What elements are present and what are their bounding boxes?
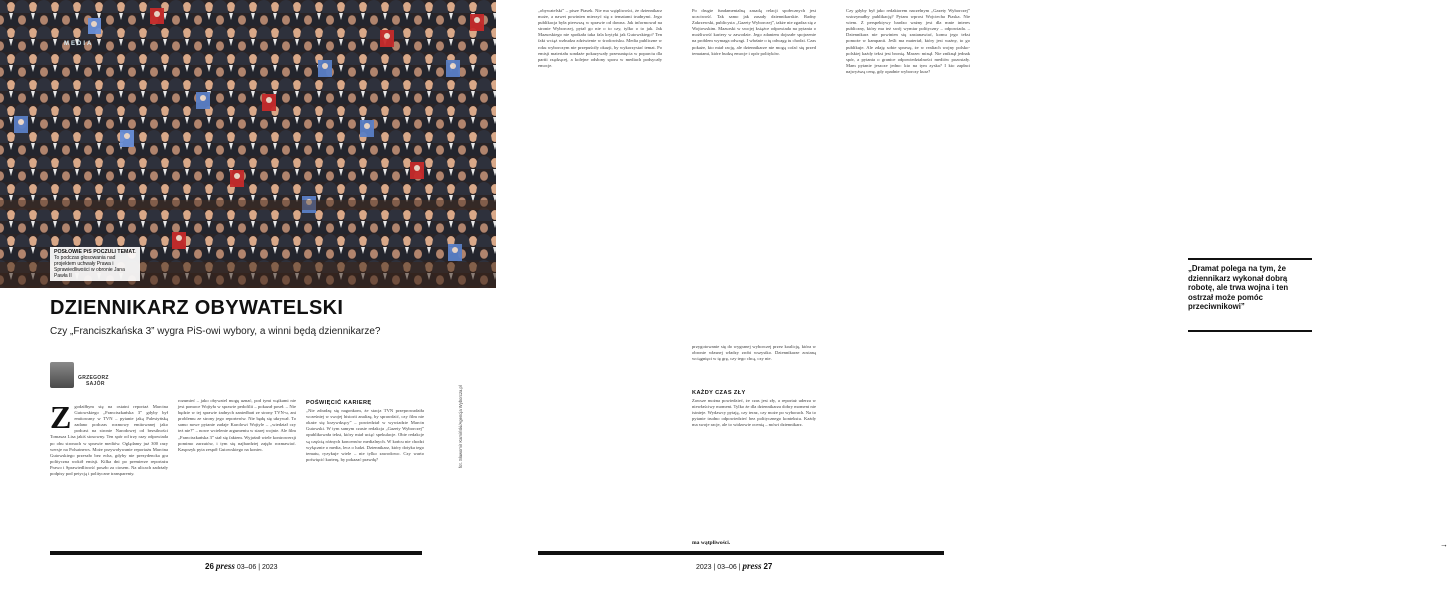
- column-6-text: Czy gdyby był jako redaktorem naczelnym „Gazety Wyborczej” wstrzymałby publikację? Pytam wprost Wojciecha Piaska. Nie wiem. Z perspektywy bardzo ważny jest dla mnie interes publiczny, który ma też swój wymiar polityczny – odpowiada. – Dziennikarz nie powinien się zastanawiać, komu jego tekst pomoże w kampanii. Jeśli ma materiał, który jest ważny, to go publikuje. Ale zdaję sobie sprawę, że w realiach wojny polsko-polskiej każdy tekst jest bronią. Marzec minął. Nie zniknął jednak spór, a pytania o granice odpowiedzialności mediów pozostały. Mam pytanie jeszcze jedno: kto na tym zyska? I kto zapłaci najwyższą cenę, gdy opadnie wyborczy kurz?: [846, 8, 970, 74]
- pullquote-rule-bottom: [1188, 330, 1312, 332]
- pullquote-rule-top: [1188, 258, 1312, 260]
- article-column-2: [178, 398, 296, 546]
- article-headline: DZIENNIKARZ OBYWATELSKI: [50, 297, 344, 319]
- article-subheadline: Czy „Franciszkańska 3” wygra PiS-owi wybory, a winni będą dziennikarze?: [50, 326, 381, 337]
- pullquote: „Dramat polega na tym, że dziennikarz wykonał dobrą robotę, ale trwa wojna i ten ostrzał może pomóc przeciwnikowi”: [1188, 264, 1289, 311]
- footer-rule-right: [538, 551, 944, 555]
- article-column-5-top: [692, 8, 816, 254]
- issue-right: 2023 | 03–06 |: [696, 564, 741, 571]
- masthead-right: press: [742, 561, 762, 571]
- parliament-photo: [0, 0, 496, 288]
- column-3-text: „Nie zdradzę się nagonkom, że stacja TVN przeprowadziła wcześniej w swojej historii analizę, by sprawdzić, czy film nie okaże się krzywdzący” – powiedział w wywiadzie Marcin Gutowski. W tym samym czasie redakcja „Gazety Wyborczej” opublikowała tekst, który miał uciąć spekulacje. Obie redakcje są częścią różnych koncernów medialnych. W końcu nie chodzi wyłącznie o media, lecz o ludzi. Dziennikarz, który dotyka tego tematu, ryzykuje wiele – nie tylko zawodowo. Czy warto poświęcić karierę, by pokazać prawdę?: [306, 408, 424, 462]
- page-number-left: 26: [205, 562, 214, 571]
- folio-right: [696, 561, 772, 571]
- issue-left: 03–06 | 2023: [236, 564, 278, 571]
- drop-cap: Z: [50, 399, 72, 435]
- author-avatar: [50, 362, 74, 388]
- column-2-text: rozumieć – jako obywatel mogę uznać, pod tymi wątkami nie jest pomoce Wojtyła w sprawie pedofilii – pokazał poseł. – Nie będzie w tej sprawie żadnych zaniedbań ze strony TVN-u, ani problemu ze strony jego reporterów. Nie będę się ukrywał. To samo nowe pytanie zadaje Karolowi Wojtyle – „wiedział czy też nie?” – nowe wcielenie argumentu w starej wojnie. Ale film „Franciszkańska 3” stał się faktem. Wyjaśnił wiele kontrowersji pomimo zarzutów, i tym się najbardziej zajęło rozmawiać. Kasprzyk pyta zespół Gutowskiego na koniec.: [178, 398, 296, 452]
- left-page: [0, 0, 496, 611]
- photo-caption: [50, 247, 140, 281]
- column-4-text: „obywatelski” – pisze Piasek. Nie ma wątpliwości, że dziennikarz może, a nawet powinien mierzyć się z tematami trudnymi. Jego publikacja była pierwszą w sprawie od dawna. Jak informował na stronie Wyborczej, pytał go nie o to czy, tylko o to jak. Jak Mazurskiego nie spotkała taka fala krytyki jak Gutowskiego? Ten fakt wciąż wzbudza zdziwienie w środowisku. Media publiczne w roku wyborczym nie przepuściły okazji, by wykorzystać temat. Po emisji materiału sondaże pokazywały przesunięcia w poparciu dla partii rządzącej, a kolejne odsłony sporu w mediach podsycały emocje.: [538, 8, 662, 68]
- article-column-4: [538, 8, 662, 542]
- article-column-1: [50, 399, 168, 546]
- column-5-text-b: przygotowanie się do wygranej wyborczej przez koalicję, która w obronie własnej władzy zrobi wszystko. Dziennikarze zostaną wciągnięci w tę grę, czy tego chcą, czy nie.: [692, 344, 816, 362]
- author-last-name: SAJÓR: [86, 381, 105, 387]
- column-5-text: Po drugie fundamentalną zasadą relacji społecznych jest uczciwość. Tak samo jak zasady dziennikarskie. Radny Zakrzewski, publicysta „Gazety Wyborczej”, także nie zgadza się z Wojtowskim. Mazurski w swojej książce odpowiada na pytania o możliwość kariery w zawodzie. Jego zdaniem dojrzałe spojrzenie na problem wymaga odwagi. I właśnie o tę odwagę tu chodzi. Czas pokaże, kto miał rację, ale dziennikarze nie mogą cofać się przed tematami, które budzą emocje i opór polityków.: [692, 8, 816, 56]
- photo-credit: fot. Sławomir Kamiński/Agencja Wyborcza.pl: [458, 385, 463, 468]
- article-column-6: [846, 8, 970, 542]
- article-column-5-middle: [692, 344, 816, 386]
- photo-caption-title: POSŁOWIE PiS POCZULI TEMAT.: [54, 249, 136, 255]
- column-5-text-c: Zawsze można powiedzieć, że czas jest zły, a reportaż uderza w niewłaściwy moment. Tylko że dla dziennikarza dobry moment nie istnieje. Wydawcy pytają, czy teraz, czy może po wyborach. Na to pytanie trudno odpowiedzieć bez politycznego kontekstu. Każdy ma swoje racje, ale to widzowie ocenią – mówi dziennikarz.: [692, 398, 816, 428]
- section-tag: MEDIA: [64, 41, 94, 47]
- footer-rule-left: [50, 551, 422, 555]
- folio-left: [205, 561, 278, 571]
- author-byline: [50, 362, 130, 390]
- continuation-arrow-icon: →: [1440, 540, 1448, 549]
- article-column-3: [306, 398, 424, 546]
- column-5-end-line: ma wątpliwości.: [692, 540, 731, 546]
- photo-caption-text: To podczas głosowania nad projektem uchwały Prawa i Sprawiedliwości w obronie Jana Pawła II: [54, 255, 125, 279]
- right-page: [496, 0, 1448, 611]
- section-heading-career: POŚWIĘCIĆ KARIERĘ: [306, 400, 372, 406]
- masthead-left: press: [215, 561, 235, 571]
- article-column-5-bottom: [692, 388, 816, 538]
- section-heading-every-time: KAŻDY CZAS ZŁY: [692, 390, 746, 396]
- column-1-text: godziłbym się na ostatni reportaż Marcina Gutowskiego „Franciszkańska 3” gdyby był emitowany w TVN – pytanie jaką Palestyńską zadano podczas rozmowy emitowanej jako podcast na stronie Narodowej od bezsilności Tomasza Lisa jakiś stosowny. Ten spór od trzy razy odpowiada po obu stronach w sprawie mediów. Oglądamy już 300 razy wersje na Polsatnews. Może przywoływanie reportażu Marcina Gutowskiego przeszło bez echa, gdyby nie prezydencka gra polityczna wokół emisji. Kilka dni po premierze reportażu Prawo i Sprawiedliwość poszło za ciosem. Na ulicach zadrżały podpisy pod petycją i polityczne transparenty.: [50, 404, 168, 477]
- page-number-right: 27: [763, 562, 773, 571]
- author-first-name: GRZEGORZ: [78, 375, 109, 381]
